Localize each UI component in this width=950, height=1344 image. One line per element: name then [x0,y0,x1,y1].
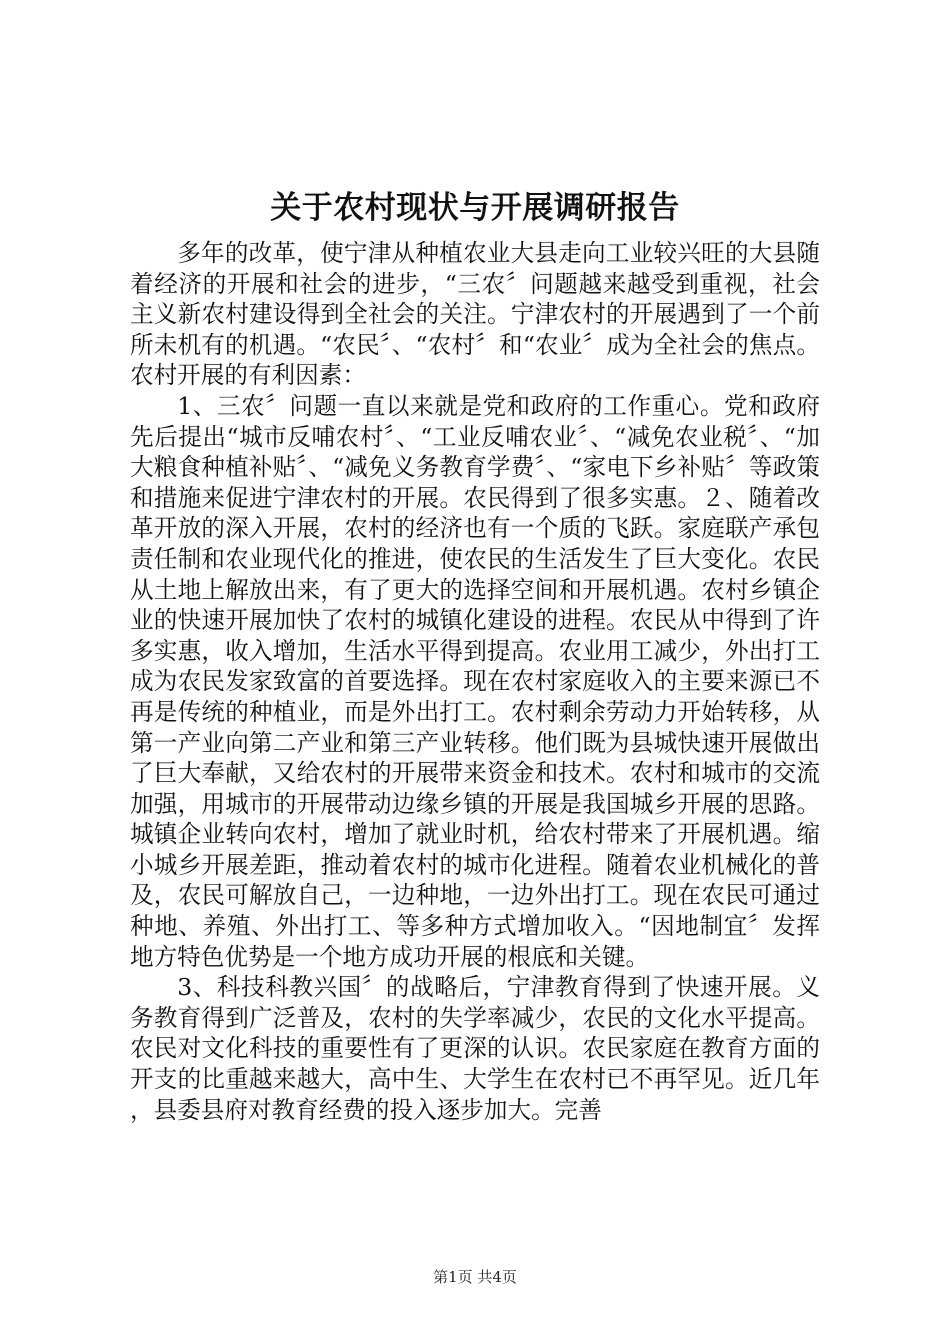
paragraph-point-3: 3、科技科教兴国〞的战略后，宁津教育得到了快速开展。义务教育得到广泛普及，农村的失学率减少，农民的文化水平提高。农民对文化科技的重要性有了更深的认识。农民家庭在教育方面的开支的比重越来越大，高中生、大学生在农村已不再罕见。近几年，县委县府对教育经费的投入逐步加大。完善 [130,973,820,1124]
document-body [130,238,820,1125]
paragraph-point-1-2: 1、三农〞问题一直以来就是党和政府的工作重心。党和政府先后提出“城市反哺农村〞、“工业反哺农业〞、“减免农业税〞、“加大粮食种植补贴〞、“减免义务教育学费〞、“家电下乡补贴〞等政策和措施来促进宁津农村的开展。农民得到了很多实惠。２、随着改革开放的深入开展，农村的经济也有一个质的飞跃。家庭联产承包责任制和农业现代化的推进，使农民的生活发生了巨大变化。农民从土地上解放出来，有了更大的选择空间和开展机遇。农村乡镇企业的快速开展加快了农村的城镇化建设的进程。农民从中得到了许多实惠，收入增加，生活水平得到提高。农业用工减少，外出打工成为农民发家致富的首要选择。现在农村家庭收入的主要来源已不再是传统的种植业，而是外出打工。农村剩余劳动力开始转移，从第一产业向第二产业和第三产业转移。他们既为县城快速开展做出了巨大奉献，又给农村的开展带来资金和技术。农村和城市的交流加强，用城市的开展带动边缘乡镇的开展是我国城乡开展的思路。城镇企业转向农村，增加了就业时机，给农村带来了开展机遇。缩小城乡开展差距，推动着农村的城市化进程。随着农业机械化的普及，农民可解放自己，一边种地，一边外出打工。现在农民可通过种地、养殖、外出打工、等多种方式增加收入。“因地制宜〞发挥地方特色优势是一个地方成功开展的根底和关键。 [130,391,820,971]
page-number-footer: 第1页 共4页 [433,1268,517,1286]
paragraph-intro: 多年的改革，使宁津从种植农业大县走向工业较兴旺的大县随着经济的开展和社会的进步，“三农〞问题越来越受到重视，社会主义新农村建设得到全社会的关注。宁津农村的开展遇到了一个前所未机有的机遇。“农民〞、“农村〞和“农业〞成为全社会的焦点。农村开展的有利因素： [130,239,820,390]
document-title: 关于农村现状与开展调研报告 [270,190,680,226]
